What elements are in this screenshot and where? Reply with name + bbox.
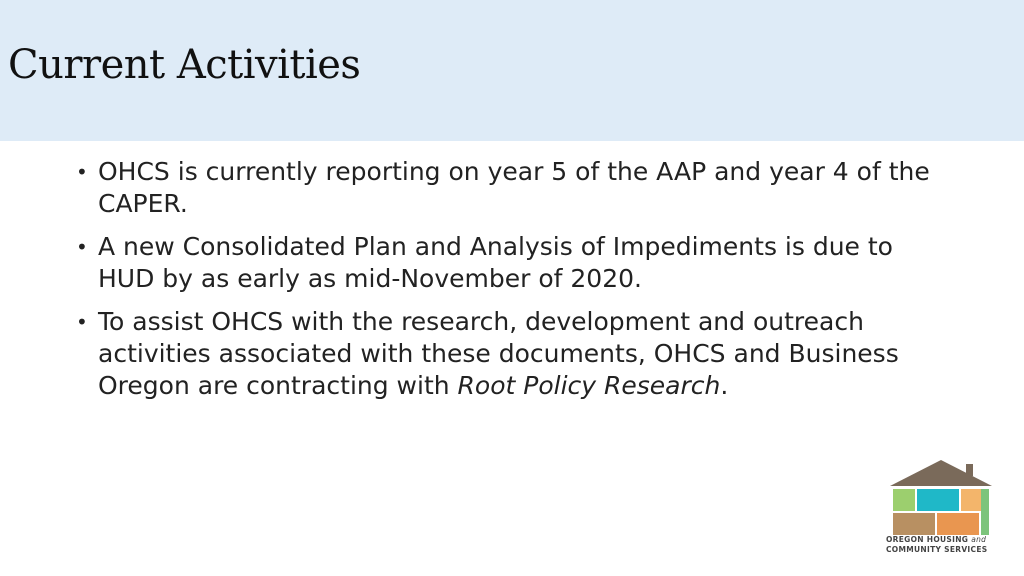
bullet-text: A new Consolidated Plan and Analysis of Impediments is due to HUD by as early as mid-November of 2020. bbox=[98, 232, 893, 293]
logo-line1: OREGON HOUSING bbox=[886, 535, 969, 544]
bullet-text: OHCS is currently reporting on year 5 of the AAP and year 4 of the CAPER. bbox=[98, 157, 930, 218]
bullet-icon: • bbox=[76, 235, 88, 259]
logo-block-green-bar bbox=[981, 489, 989, 535]
bullet-item bbox=[74, 231, 944, 295]
bullet-list bbox=[74, 156, 944, 413]
bullet-item bbox=[74, 306, 944, 402]
logo-text bbox=[886, 535, 1006, 555]
logo-line2: COMMUNITY SERVICES bbox=[886, 545, 988, 554]
logo-and: and bbox=[971, 535, 987, 544]
logo-block-orange bbox=[937, 513, 979, 535]
bullet-icon: • bbox=[76, 310, 88, 334]
logo-block-teal bbox=[917, 489, 959, 511]
bullet-emphasis: Root Policy Research bbox=[457, 371, 721, 400]
bullet-icon: • bbox=[76, 160, 88, 184]
logo-block-green bbox=[893, 489, 915, 511]
bullet-text-end: . bbox=[720, 371, 729, 400]
bullet-text: To assist OHCS with the research, development and outreach activities associated with these documents, OHCS and Business Oregon are contracting with bbox=[98, 307, 899, 400]
page-title: Current Activities bbox=[8, 42, 361, 88]
logo-chimney bbox=[966, 464, 973, 476]
logo-block-tan bbox=[893, 513, 935, 535]
bullet-item bbox=[74, 156, 944, 220]
logo-roof bbox=[890, 460, 992, 486]
